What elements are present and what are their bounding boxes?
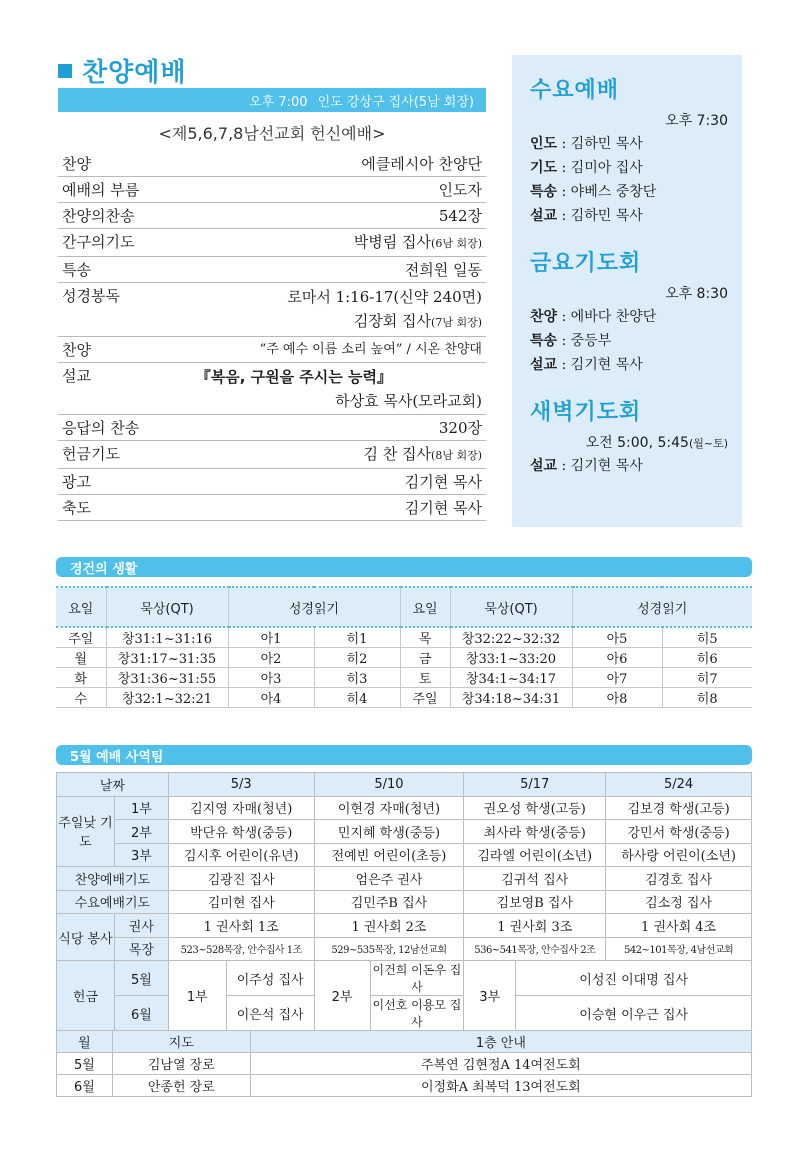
table-row: 찬양예배기도 김광진 집사 엄은주 권사 김귀석 집사 김경호 집사 — [57, 867, 752, 891]
table-row: 6월 안종헌 장로 이정화A 최복덕 13여전도회 — [57, 1075, 752, 1097]
worship-subtitle: <제5,6,7,8남선교회 헌신예배> — [158, 124, 386, 143]
guide-table — [56, 1030, 752, 1097]
service-section-bar: 5월 예배 사역팀 — [56, 745, 752, 765]
order-row: 응답의 찬송 320장 — [58, 415, 486, 441]
other-services-box — [512, 55, 742, 527]
wed-item: 인도 : 김하민 목사 — [530, 136, 643, 152]
table-row: 5월 김남열 장로 주복연 김현정A 14여전도회 — [57, 1053, 752, 1075]
order-row: 찬양 에클레시아 찬양단 — [58, 151, 486, 177]
table-row: 6월 이은석 집사 이선호 이용모 집사 이승현 이우근 집사 — [57, 996, 752, 1031]
table-header-row: 월 지도 1층 안내 — [57, 1031, 752, 1053]
table-row: 주일 창31:1~31:16 아1 히1 목 창32:22~32:32 아5 히5 — [56, 627, 752, 648]
devotion-section-bar: 경건의 생활 — [56, 557, 752, 577]
order-row: 예배의 부름 인도자 — [58, 177, 486, 203]
order-row: 축도 김기현 목사 — [58, 495, 486, 521]
table-row: 2부 박단유 학생(중등) 민지혜 학생(중등) 최사라 학생(중등) 강민서 학생(중등) — [57, 820, 752, 844]
order-row: 찬양 “주 예수 이름 소리 높여” / 시온 찬양대 — [58, 337, 486, 363]
table-row: 헌금 5월 1부 이주성 집사 2부 이건희 이돈우 집사 3부 이성진 이대명 집사 — [57, 961, 752, 996]
order-row: 찬양의찬송 542장 — [58, 203, 486, 229]
worship-order — [58, 151, 486, 521]
order-row: 설교 『복음, 구원을 주시는 능력』 하상효 목사(모라교회) — [58, 363, 486, 415]
dawn-time: 오전 5:00, 5:45(월~토) — [585, 435, 728, 451]
dawn-item: 설교 : 김기현 목사 — [530, 458, 643, 474]
order-row: 간구의기도 박병림 집사(6남 회장) — [58, 229, 486, 257]
table-header-row: 요일 묵상(QT) 성경읽기 요일 묵상(QT) 성경읽기 — [56, 587, 752, 627]
square-bullet-icon — [58, 64, 72, 78]
devotion-table — [56, 586, 752, 708]
table-row: 월 창31:17~31:35 아2 히2 금 창33:1~33:20 아6 히6 — [56, 648, 752, 668]
worship-title-text: 찬양예배 — [82, 58, 187, 88]
table-row: 화 창31:36~31:55 아3 히3 토 창34:1~34:17 아7 히7 — [56, 668, 752, 688]
table-row: 목장 523~528목장, 안수집사 1조 529~535목장, 12남선교회 536~541목장, 안수집사 2조 542~101목장, 4남선교회 — [57, 937, 752, 961]
table-header-row: 날짜 5/3 5/10 5/17 5/24 — [57, 773, 752, 797]
table-row: 식당 봉사 권사 1 권사회 1조 1 권사회 2조 1 권사회 3조 1 권사회 4조 — [57, 914, 752, 938]
table-row: 주일낮 기도 1부 김지영 자매(청년) 이현경 자매(청년) 권오성 학생(고등) 김보경 학생(고등) — [57, 796, 752, 820]
order-row: 성경봉독 로마서 1:16-17(신약 240면) 김장회 집사(7남 회장) — [58, 283, 486, 337]
order-row: 광고 김기현 목사 — [58, 469, 486, 495]
fri-item: 특송 : 중등부 — [530, 333, 612, 349]
sermon-title: 『복음, 구원을 주시는 능력』 — [195, 368, 392, 386]
worship-time: 오후 7:00 — [249, 94, 308, 110]
worship-title — [58, 52, 186, 89]
table-row: 3부 김시후 어린이(유년) 전예빈 어린이(초등) 김라엘 어린이(소년) 하사랑 어린이(소년) — [57, 843, 752, 867]
fri-item: 설교 : 김기현 목사 — [530, 357, 643, 373]
fri-item: 찬양 : 에바다 찬양단 — [530, 309, 657, 325]
wed-item: 기도 : 김미아 집사 — [530, 160, 643, 176]
service-table — [56, 772, 752, 1031]
order-row: 특송 전희원 일동 — [58, 257, 486, 283]
fri-title: 금요기도회 — [530, 251, 642, 276]
worship-leader: 인도 강상구 집사(5남 회장) — [317, 94, 474, 110]
wed-item: 설교 : 김하민 목사 — [530, 208, 643, 224]
wed-time: 오후 7:30 — [665, 113, 728, 129]
table-row: 수요예배기도 김미현 집사 김민주B 집사 김보영B 집사 김소정 집사 — [57, 890, 752, 914]
dawn-title: 새벽기도회 — [530, 400, 642, 425]
table-row: 수 창32:1~32:21 아4 히4 주일 창34:18~34:31 아8 히8 — [56, 688, 752, 708]
order-row: 헌금기도 김 찬 집사(8남 회장) — [58, 441, 486, 469]
wed-title: 수요예배 — [530, 78, 620, 103]
fri-time: 오후 8:30 — [665, 286, 728, 302]
wed-item: 특송 : 야베스 중창단 — [530, 184, 657, 200]
worship-info-bar — [58, 88, 486, 112]
